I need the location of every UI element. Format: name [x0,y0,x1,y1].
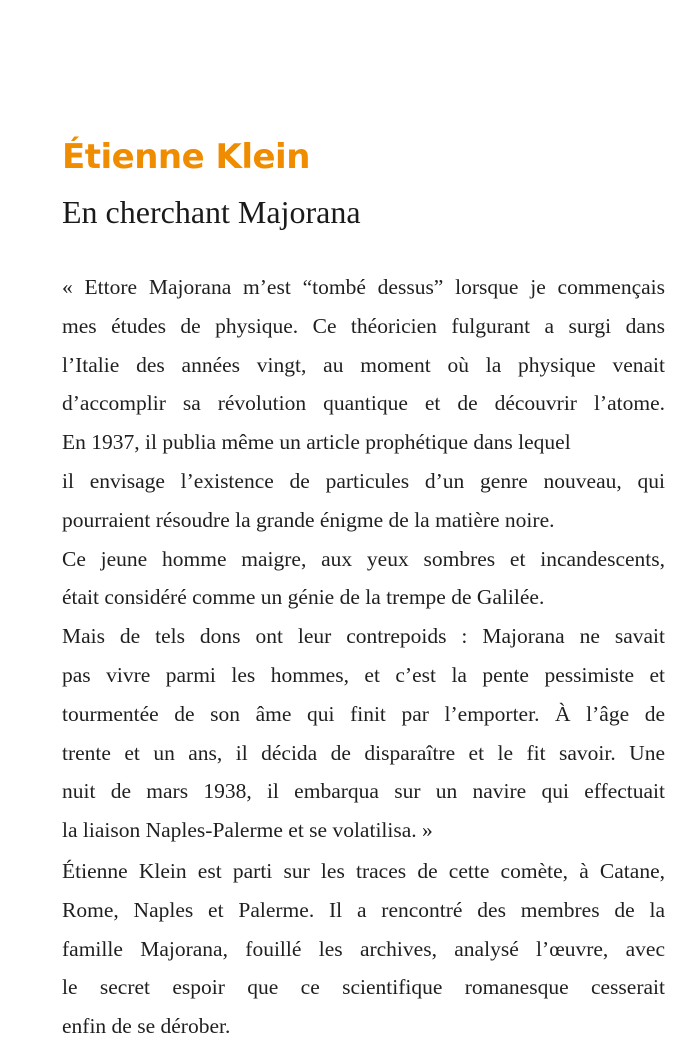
quote-line: était considéré comme un génie de la trempe de Galilée. [62,585,545,610]
summary-line: le secret espoir que ce scientifique romanesque cesserait [62,975,665,1000]
summary-line: Étienne Klein est parti sur les traces de cette comète, à Catane, [62,859,665,883]
quote-line: d’accomplir sa révolution quantique et de découvrir l’atome. [62,391,665,416]
quote-line: la liaison Naples-Palerme et se volatilisa. » [62,818,433,843]
quote-line: mes études de physique. Ce théoricien fulgurant a surgi dans [62,313,665,338]
quote-line: pas vivre parmi les hommes, et c’est la pente pessimiste et [62,662,665,687]
quote-line: Ce jeune homme maigre, aux yeux sombres et incandescents, [62,546,665,571]
quote-line: « Ettore Majorana m’est “tombé dessus” lorsque je commençais [62,275,665,299]
summary-line: enfin de se dérober. [62,1014,231,1039]
quote-line: Mais de tels dons ont leur contrepoids : Majorana ne savait [62,624,665,649]
summary-line: Rome, Naples et Palerme. Il a rencontré des membres de la [62,897,665,922]
quote-line: trente et un ans, il décida de disparaître et le fit savoir. Une [62,740,665,765]
quote-line: pourraient résoudre la grande énigme de la matière noire. [62,507,555,532]
quote-line: En 1937, il publia même un article prophétique dans lequel [62,430,571,455]
quote-line: l’Italie des années vingt, au moment où la physique venait [62,352,665,377]
quote-paragraph [62,268,665,850]
author-name: Étienne Klein [62,137,310,177]
quote-line: nuit de mars 1938, il embarqua sur un navire qui effectuait [62,779,665,804]
summary-paragraph [62,852,665,1046]
book-title: En cherchant Majorana [62,194,361,230]
summary-line: famille Majorana, fouillé les archives, analysé l’œuvre, avec [62,936,665,961]
quote-line: tourmentée de son âme qui finit par l’emporter. À l’âge de [62,701,665,726]
quote-line: il envisage l’existence de particules d’un genre nouveau, qui [62,468,665,493]
